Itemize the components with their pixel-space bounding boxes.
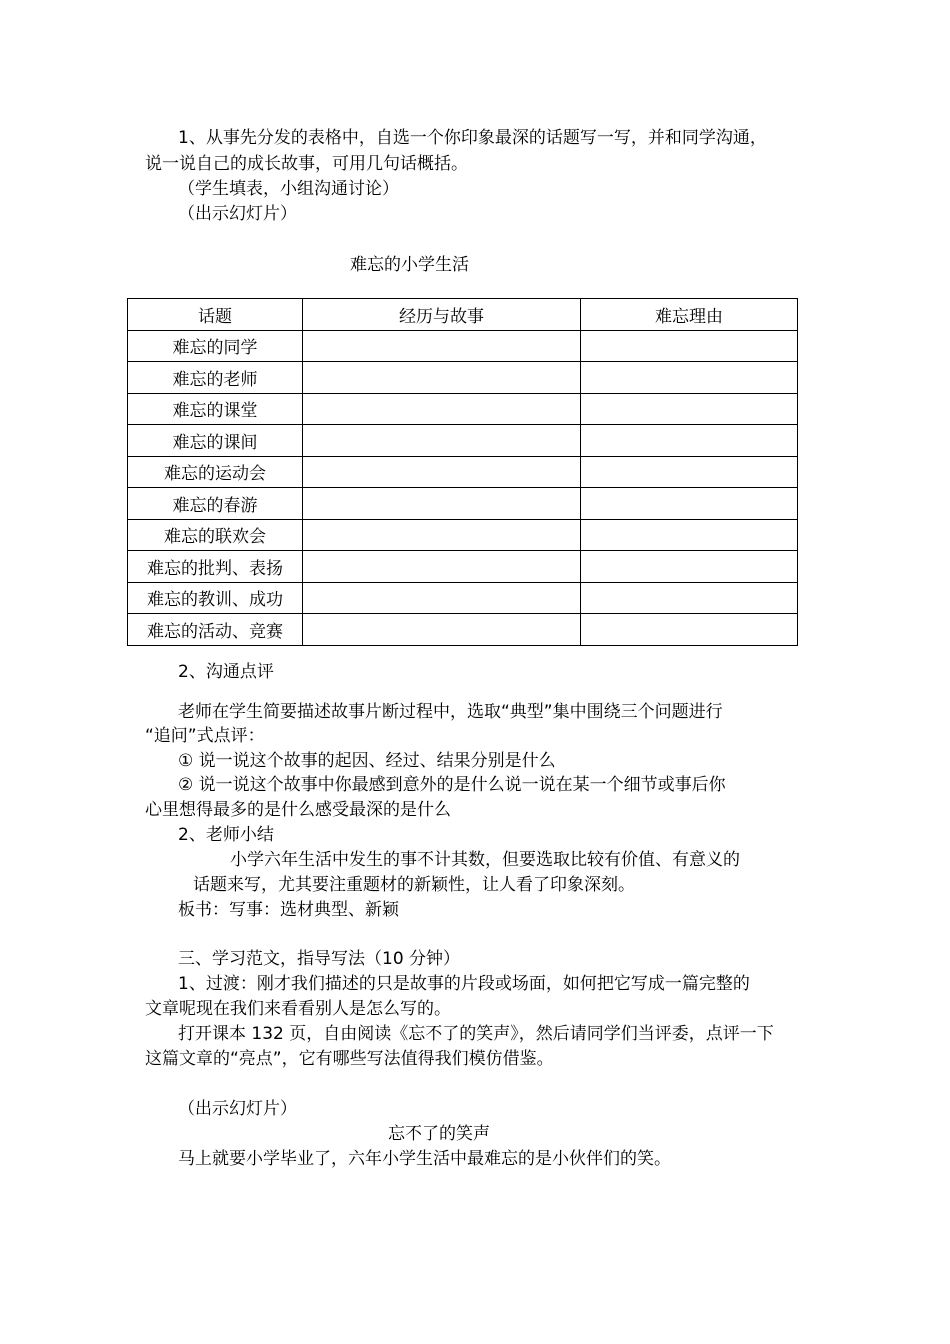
section1-paragraph-line2: 说一说自己的成长故事，可用几句话概括。 [145,154,468,174]
table-cell-reason [581,362,798,394]
section2-heading: 2、沟通点评 [178,662,274,682]
table-header-story: 经历与故事 [303,299,581,331]
table-cell-reason [581,425,798,457]
section3-note-slides: （出示幻灯片） [178,1099,297,1119]
table-cell-story [303,456,581,488]
summary-heading: 2、老师小结 [178,825,274,845]
section3-paragraph2-line1: 打开课本 132 页，自由阅读《忘不了的笑声》，然后请同学们当评委，点评一下 [178,1024,774,1044]
table-row [128,551,798,583]
table-cell-reason [581,551,798,583]
table-header-topic: 话题 [128,299,303,331]
table-row [128,582,798,614]
table-cell-topic: 难忘的批判、表扬 [128,551,303,583]
summary-line2: 话题来写，尤其要注重题材的新颖性，让人看了印象深刻。 [193,875,635,895]
table-cell-story [303,519,581,551]
section3-paragraph1-line1: 1、过渡：刚才我们描述的只是故事的片段或场面，如何把它写成一篇完整的 [178,974,750,994]
summary-line1: 小学六年生活中发生的事不计其数，但要选取比较有价值、有意义的 [230,850,740,870]
table-cell-topic: 难忘的课堂 [128,393,303,425]
table-cell-reason [581,393,798,425]
table-cell-topic: 难忘的联欢会 [128,519,303,551]
section1-note-fill-table: （学生填表，小组沟通讨论） [178,179,399,199]
section3-paragraph1-line2: 文章呢现在我们来看看别人是怎么写的。 [145,999,451,1019]
table-row [128,614,798,646]
table-cell-story [303,393,581,425]
section1-paragraph-line1: 1、从事先分发的表格中，自选一个你印象最深的话题写一写，并和同学沟通， [178,128,767,148]
table-row [128,362,798,394]
table-cell-story [303,614,581,646]
table-cell-topic: 难忘的教训、成功 [128,582,303,614]
table-cell-reason [581,582,798,614]
question-2-line1: ② 说一说这个故事中你最感到意外的是什么说一说在某一个细节或事后你 [178,775,726,795]
table-row [128,330,798,362]
table-cell-story [303,488,581,520]
table-header-reason: 难忘理由 [581,299,798,331]
table-cell-topic: 难忘的活动、竞赛 [128,614,303,646]
table-cell-topic: 难忘的老师 [128,362,303,394]
section2-paragraph-line2: “追问”式点评： [145,726,265,746]
table-cell-topic: 难忘的同学 [128,330,303,362]
memory-table [127,298,798,646]
section3-heading: 三、学习范文，指导写法（10 分钟） [178,949,461,969]
table-cell-reason [581,330,798,362]
table-cell-topic: 难忘的春游 [128,488,303,520]
table-title: 难忘的小学生活 [350,255,469,275]
table-cell-reason [581,488,798,520]
question-2-line2: 心里想得最多的是什么感受最深的是什么 [145,800,451,820]
table-cell-story [303,551,581,583]
table-cell-story [303,425,581,457]
section3-paragraph2-line2: 这篇文章的“亮点”，它有哪些写法值得我们模仿借鉴。 [145,1049,554,1069]
table-cell-reason [581,456,798,488]
table-cell-story [303,362,581,394]
table-cell-story [303,330,581,362]
table-header-row [128,299,798,331]
table-row [128,425,798,457]
section2-paragraph-line1: 老师在学生简要描述故事片断过程中，选取“典型”集中围绕三个问题进行 [178,702,723,722]
table-cell-reason [581,519,798,551]
section1-note-slides: （出示幻灯片） [178,204,297,224]
table-cell-reason [581,614,798,646]
table-row [128,519,798,551]
essay-title: 忘不了的笑声 [388,1124,490,1144]
question-1: ① 说一说这个故事的起因、经过、结果分别是什么 [178,751,556,771]
table-row [128,393,798,425]
table-cell-story [303,582,581,614]
table-row [128,488,798,520]
table-row [128,456,798,488]
table-cell-topic: 难忘的运动会 [128,456,303,488]
essay-first-line: 马上就要小学毕业了，六年小学生活中最难忘的是小伙伴们的笑。 [178,1149,671,1169]
board-writing: 板书：写事：选材典型、新颖 [178,900,399,920]
table-cell-topic: 难忘的课间 [128,425,303,457]
